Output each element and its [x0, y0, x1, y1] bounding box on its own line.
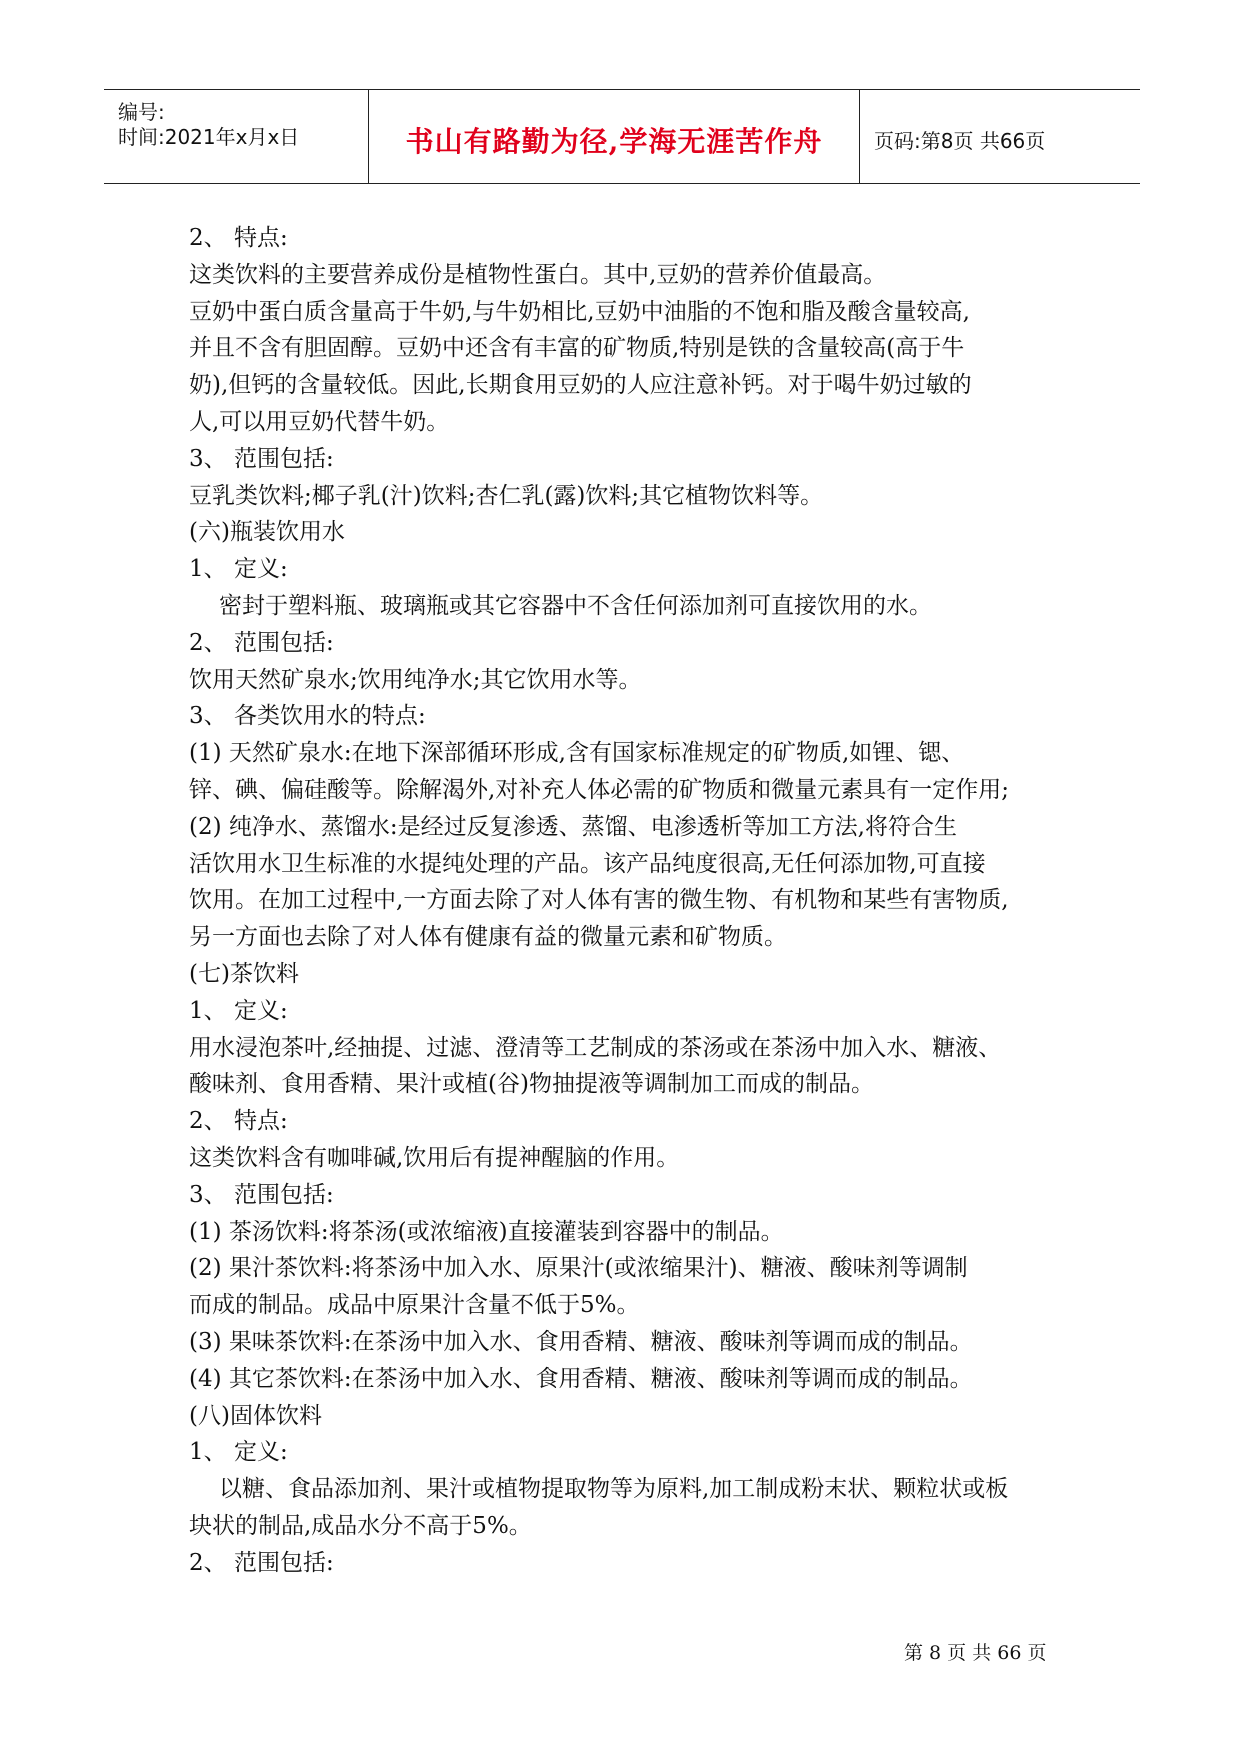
paragraph-line: 奶),但钙的含量较低。因此,长期食用豆奶的人应注意补钙。对于喝牛奶过敏的: [189, 372, 972, 399]
paragraph-line: 这类饮料含有咖啡碱,饮用后有提神醒脑的作用。: [189, 1144, 680, 1171]
paragraph-line: 1、 定义:: [189, 997, 288, 1024]
paragraph-line: (2) 纯净水、蒸馏水:是经过反复渗透、蒸馏、电渗透析等加工方法,将符合生: [189, 813, 957, 840]
paragraph-line: (1) 茶汤饮料:将茶汤(或浓缩液)直接灌装到容器中的制品。: [189, 1218, 784, 1245]
paragraph-line: 活饮用水卫生标准的水提纯处理的产品。该产品纯度很高,无任何添加物,可直接: [189, 850, 986, 877]
paragraph-line: 3、 范围包括:: [189, 445, 334, 472]
paragraph-line: 豆奶中蛋白质含量高于牛奶,与牛奶相比,豆奶中油脂的不饱和脂及酸含量较高,: [189, 298, 970, 325]
paragraph-line: 锌、碘、偏硅酸等。除解渴外,对补充人体必需的矿物质和微量元素具有一定作用;: [189, 776, 1010, 803]
header-page-cell: [860, 90, 1140, 183]
paragraph-line: (六)瓶装饮用水: [189, 519, 345, 546]
header-page-number: 页码:第8页 共66页: [874, 129, 1046, 153]
paragraph-line: 2、 特点:: [189, 225, 288, 251]
doc-number: 编号:: [118, 100, 165, 124]
paragraph-line: (1) 天然矿泉水:在地下深部循环形成,含有国家标准规定的矿物质,如锂、锶、: [189, 740, 965, 767]
header-motto-cell: [369, 90, 860, 183]
paragraph-line: 2、 范围包括:: [189, 629, 334, 656]
paragraph-line: 并且不含有胆固醇。豆奶中还含有丰富的矿物质,特别是铁的含量较高(高于牛: [189, 335, 965, 362]
paragraph-line: 用水浸泡茶叶,经抽提、过滤、澄清等工艺制成的茶汤或在茶汤中加入水、糖液、: [189, 1034, 1002, 1061]
paragraph-line: 密封于塑料瓶、玻璃瓶或其它容器中不含任何添加剂可直接饮用的水。: [219, 592, 932, 619]
motto: 书山有路勤为径,学海无涯苦作舟: [405, 125, 823, 158]
paragraph-line: 另一方面也去除了对人体有健康有益的微量元素和矿物质。: [189, 924, 787, 951]
paragraph-line: (3) 果味茶饮料:在茶汤中加入水、食用香精、糖液、酸味剂等调而成的制品。: [189, 1328, 973, 1355]
paragraph-line: 饮用。在加工过程中,一方面去除了对人体有害的微生物、有机物和某些有害物质,: [189, 887, 1009, 914]
paragraph-line: (八)固体饮料: [189, 1402, 322, 1429]
header-meta: [104, 90, 369, 183]
paragraph-line: 人,可以用豆奶代替牛奶。: [189, 408, 450, 435]
paragraph-line: 3、 各类饮用水的特点:: [189, 703, 426, 730]
page-header: [104, 89, 1140, 184]
doc-time: 时间:2021年x月x日: [118, 125, 300, 149]
paragraph-line: 以糖、食品添加剂、果汁或植物提取物等为原料,加工制成粉末状、颗粒状或板: [219, 1476, 1009, 1503]
paragraph-line: 这类饮料的主要营养成份是植物性蛋白。其中,豆奶的营养价值最高。: [189, 261, 887, 288]
paragraph-line: 而成的制品。成品中原果汁含量不低于5%。: [189, 1292, 640, 1319]
footer-page-number: 第 8 页 共 66 页: [904, 1642, 1047, 1664]
document-body: [189, 220, 1109, 1581]
paragraph-line: 块状的制品,成品水分不高于5%。: [189, 1512, 532, 1539]
paragraph-line: (七)茶饮料: [189, 960, 299, 987]
paragraph-line: 饮用天然矿泉水;饮用纯净水;其它饮用水等。: [189, 666, 642, 693]
paragraph-line: 2、 范围包括:: [189, 1549, 334, 1576]
paragraph-line: (4) 其它茶饮料:在茶汤中加入水、食用香精、糖液、酸味剂等调而成的制品。: [189, 1365, 973, 1392]
paragraph-line: 豆乳类饮料;椰子乳(汁)饮料;杏仁乳(露)饮料;其它植物饮料等。: [189, 482, 824, 509]
paragraph-line: 1、 定义:: [189, 556, 288, 583]
paragraph-line: 2、 特点:: [189, 1108, 288, 1135]
paragraph-line: 3、 范围包括:: [189, 1181, 334, 1208]
paragraph-line: 1、 定义:: [189, 1439, 288, 1466]
paragraph-line: 酸味剂、食用香精、果汁或植(谷)物抽提液等调制加工而成的制品。: [189, 1071, 874, 1098]
paragraph-line: (2) 果汁茶饮料:将茶汤中加入水、原果汁(或浓缩果汁)、糖液、酸味剂等调制: [189, 1255, 968, 1282]
